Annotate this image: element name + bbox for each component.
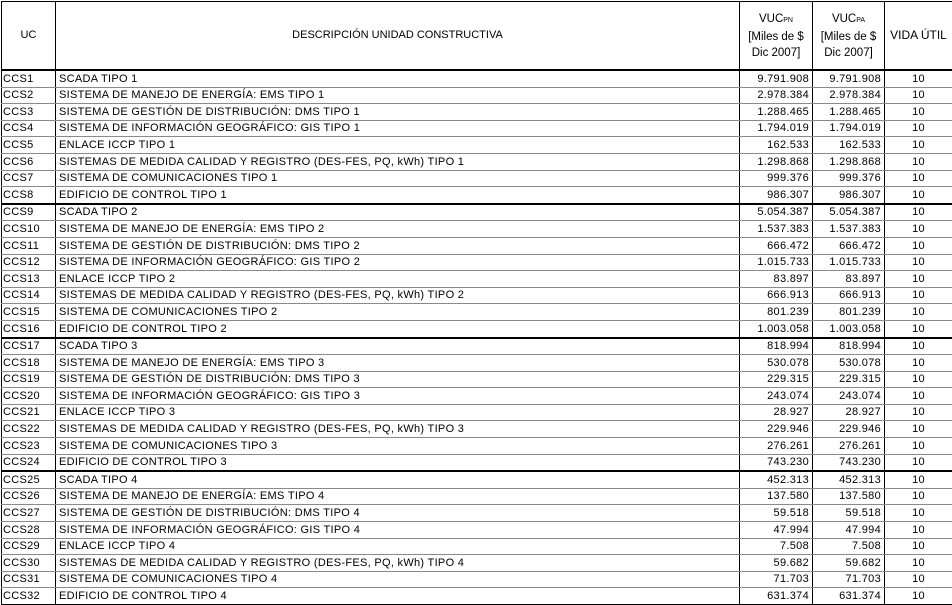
header-vuc-pa-sub: PA [856, 17, 865, 24]
vuc-pa-cell: 83.897 [813, 271, 885, 288]
uc-cell: CCS32 [2, 588, 56, 605]
vuc-pn-cell: 59.518 [740, 505, 813, 522]
table-row [2, 488, 952, 505]
uc-cell: CCS29 [2, 538, 56, 555]
vuc-pn-cell: 137.580 [740, 488, 813, 505]
vuc-pa-cell: 631.374 [813, 588, 885, 605]
vida-util-cell: 10 [885, 137, 952, 154]
vida-util-cell: 10 [885, 538, 952, 555]
description-cell: SISTEMA DE COMUNICACIONES TIPO 2 [56, 304, 740, 321]
description-cell: SISTEMA DE GESTIÓN DE DISTRIBUCIÓN: DMS TIPO 3 [56, 371, 740, 388]
description-cell: SISTEMA DE COMUNICACIONES TIPO 1 [56, 170, 740, 187]
uc-cell: CCS12 [2, 254, 56, 271]
description-cell: SISTEMA DE COMUNICACIONES TIPO 3 [56, 438, 740, 455]
uc-cell: CCS1 [2, 70, 56, 87]
vuc-pa-cell: 243.074 [813, 388, 885, 405]
vida-util-cell: 10 [885, 271, 952, 288]
description-cell: SISTEMAS DE MEDIDA CALIDAD Y REGISTRO (DES-FES, PQ, kWh) TIPO 2 [56, 287, 740, 304]
uc-cell: CCS7 [2, 170, 56, 187]
header-row [2, 2, 952, 71]
vuc-pn-cell: 59.682 [740, 555, 813, 572]
vuc-pn-cell: 5.054.387 [740, 204, 813, 221]
vuc-pa-cell: 1.298.868 [813, 153, 885, 170]
vuc-pn-cell: 1.003.058 [740, 320, 813, 337]
vuc-pn-cell: 452.313 [740, 471, 813, 488]
vuc-pa-cell: 59.682 [813, 555, 885, 572]
vuc-pa-cell: 47.994 [813, 522, 885, 539]
table-row [2, 438, 952, 455]
table-row [2, 104, 952, 121]
table-row [2, 153, 952, 170]
table-row [2, 555, 952, 572]
description-cell: SCADA TIPO 4 [56, 471, 740, 488]
vida-util-cell: 10 [885, 404, 952, 421]
description-cell: EDIFICIO DE CONTROL TIPO 3 [56, 454, 740, 471]
unit-cost-table [1, 1, 952, 605]
header-description: DESCRIPCIÓN UNIDAD CONSTRUCTIVA [56, 2, 740, 71]
uc-cell: CCS23 [2, 438, 56, 455]
table-row [2, 355, 952, 372]
vuc-pa-cell: 666.472 [813, 237, 885, 254]
vuc-pn-cell: 276.261 [740, 438, 813, 455]
vuc-pa-cell: 452.313 [813, 471, 885, 488]
vuc-pn-cell: 229.946 [740, 421, 813, 438]
table-header [2, 2, 952, 71]
vida-util-cell: 10 [885, 254, 952, 271]
vuc-pa-cell: 1.288.465 [813, 104, 885, 121]
table-row [2, 505, 952, 522]
table-row [2, 538, 952, 555]
table-body [2, 70, 952, 605]
vida-util-cell: 10 [885, 221, 952, 238]
description-cell: SISTEMA DE INFORMACIÓN GEOGRÁFICO: GIS TIPO 1 [56, 120, 740, 137]
table-row [2, 304, 952, 321]
vuc-pn-cell: 818.994 [740, 338, 813, 355]
vuc-pa-cell: 666.913 [813, 287, 885, 304]
uc-cell: CCS2 [2, 87, 56, 104]
uc-cell: CCS6 [2, 153, 56, 170]
description-cell: SISTEMA DE COMUNICACIONES TIPO 4 [56, 571, 740, 588]
table-row [2, 471, 952, 488]
header-vida-util: VIDA ÚTIL [885, 2, 952, 71]
table-row [2, 70, 952, 87]
vida-util-cell: 10 [885, 438, 952, 455]
vida-util-cell: 10 [885, 187, 952, 204]
description-cell: SCADA TIPO 1 [56, 70, 740, 87]
vuc-pn-cell: 999.376 [740, 170, 813, 187]
uc-cell: CCS26 [2, 488, 56, 505]
vida-util-cell: 10 [885, 505, 952, 522]
table-row [2, 120, 952, 137]
vida-util-cell: 10 [885, 588, 952, 605]
vuc-pa-cell: 9.791.908 [813, 70, 885, 87]
uc-cell: CCS24 [2, 454, 56, 471]
header-vuc-pn [740, 2, 813, 71]
vida-util-cell: 10 [885, 170, 952, 187]
vuc-pn-cell: 666.472 [740, 237, 813, 254]
vida-util-cell: 10 [885, 237, 952, 254]
vuc-pn-cell: 1.298.868 [740, 153, 813, 170]
uc-cell: CCS8 [2, 187, 56, 204]
uc-cell: CCS3 [2, 104, 56, 121]
table-row [2, 287, 952, 304]
description-cell: EDIFICIO DE CONTROL TIPO 2 [56, 320, 740, 337]
vida-util-cell: 10 [885, 371, 952, 388]
vida-util-cell: 10 [885, 338, 952, 355]
vida-util-cell: 10 [885, 204, 952, 221]
vuc-pa-cell: 1.794.019 [813, 120, 885, 137]
table-row [2, 170, 952, 187]
vida-util-cell: 10 [885, 488, 952, 505]
table-row [2, 87, 952, 104]
vida-util-cell: 10 [885, 388, 952, 405]
description-cell: SISTEMA DE GESTIÓN DE DISTRIBUCIÓN: DMS TIPO 1 [56, 104, 740, 121]
vuc-pn-cell: 243.074 [740, 388, 813, 405]
uc-cell: CCS16 [2, 320, 56, 337]
vuc-pn-cell: 71.703 [740, 571, 813, 588]
vida-util-cell: 10 [885, 287, 952, 304]
table-row [2, 271, 952, 288]
vida-util-cell: 10 [885, 522, 952, 539]
vuc-pn-cell: 7.508 [740, 538, 813, 555]
description-cell: SISTEMA DE INFORMACIÓN GEOGRÁFICO: GIS TIPO 2 [56, 254, 740, 271]
header-vuc-pn-label: VUC [759, 13, 783, 25]
uc-cell: CCS30 [2, 555, 56, 572]
vuc-pa-cell: 162.533 [813, 137, 885, 154]
uc-cell: CCS11 [2, 237, 56, 254]
description-cell: ENLACE ICCP TIPO 1 [56, 137, 740, 154]
vuc-pn-cell: 9.791.908 [740, 70, 813, 87]
uc-cell: CCS18 [2, 355, 56, 372]
description-cell: SISTEMAS DE MEDIDA CALIDAD Y REGISTRO (DES-FES, PQ, kWh) TIPO 3 [56, 421, 740, 438]
vuc-pn-cell: 530.078 [740, 355, 813, 372]
vuc-pa-cell: 229.315 [813, 371, 885, 388]
vuc-pn-cell: 2.978.384 [740, 87, 813, 104]
description-cell: SISTEMAS DE MEDIDA CALIDAD Y REGISTRO (DES-FES, PQ, kWh) TIPO 4 [56, 555, 740, 572]
vida-util-cell: 10 [885, 421, 952, 438]
header-vuc-pa-units-1: [Miles de $ [821, 31, 877, 43]
header-vuc-pa [813, 2, 885, 71]
table-row [2, 237, 952, 254]
vuc-pn-cell: 1.537.383 [740, 221, 813, 238]
description-cell: SISTEMA DE GESTIÓN DE DISTRIBUCIÓN: DMS TIPO 4 [56, 505, 740, 522]
vida-util-cell: 10 [885, 454, 952, 471]
vida-util-cell: 10 [885, 304, 952, 321]
vuc-pa-cell: 137.580 [813, 488, 885, 505]
description-cell: SISTEMA DE MANEJO DE ENERGÍA: EMS TIPO 2 [56, 221, 740, 238]
vuc-pn-cell: 83.897 [740, 271, 813, 288]
vuc-pn-cell: 801.239 [740, 304, 813, 321]
uc-cell: CCS22 [2, 421, 56, 438]
description-cell: SISTEMA DE MANEJO DE ENERGÍA: EMS TIPO 3 [56, 355, 740, 372]
vida-util-cell: 10 [885, 104, 952, 121]
header-uc: UC [2, 2, 56, 71]
uc-cell: CCS20 [2, 388, 56, 405]
vuc-pa-cell: 999.376 [813, 170, 885, 187]
vida-util-cell: 10 [885, 471, 952, 488]
uc-cell: CCS25 [2, 471, 56, 488]
vuc-pa-cell: 28.927 [813, 404, 885, 421]
vuc-pa-cell: 71.703 [813, 571, 885, 588]
uc-cell: CCS19 [2, 371, 56, 388]
vuc-pa-cell: 986.307 [813, 187, 885, 204]
vuc-pa-cell: 2.978.384 [813, 87, 885, 104]
uc-cell: CCS27 [2, 505, 56, 522]
vida-util-cell: 10 [885, 355, 952, 372]
table-row [2, 454, 952, 471]
vuc-pa-cell: 801.239 [813, 304, 885, 321]
vuc-pn-cell: 986.307 [740, 187, 813, 204]
description-cell: SCADA TIPO 3 [56, 338, 740, 355]
vuc-pn-cell: 1.288.465 [740, 104, 813, 121]
uc-cell: CCS9 [2, 204, 56, 221]
table-row [2, 187, 952, 204]
header-vuc-pn-units-2: Dic 2007] [752, 47, 801, 59]
vida-util-cell: 10 [885, 153, 952, 170]
vuc-pn-cell: 229.315 [740, 371, 813, 388]
vuc-pn-cell: 162.533 [740, 137, 813, 154]
description-cell: EDIFICIO DE CONTROL TIPO 1 [56, 187, 740, 204]
table-row [2, 388, 952, 405]
vuc-pa-cell: 229.946 [813, 421, 885, 438]
uc-cell: CCS5 [2, 137, 56, 154]
vuc-pn-cell: 631.374 [740, 588, 813, 605]
vuc-pa-cell: 1.003.058 [813, 320, 885, 337]
table-row [2, 221, 952, 238]
vuc-pa-cell: 530.078 [813, 355, 885, 372]
vida-util-cell: 10 [885, 120, 952, 137]
table-row [2, 338, 952, 355]
description-cell: SISTEMA DE INFORMACIÓN GEOGRÁFICO: GIS TIPO 3 [56, 388, 740, 405]
table-row [2, 137, 952, 154]
description-cell: SISTEMA DE INFORMACIÓN GEOGRÁFICO: GIS TIPO 4 [56, 522, 740, 539]
table-row [2, 571, 952, 588]
description-cell: SISTEMA DE GESTIÓN DE DISTRIBUCIÓN: DMS TIPO 2 [56, 237, 740, 254]
description-cell: SISTEMA DE MANEJO DE ENERGÍA: EMS TIPO 1 [56, 87, 740, 104]
header-vuc-pa-units-2: Dic 2007] [824, 47, 873, 59]
uc-cell: CCS28 [2, 522, 56, 539]
vuc-pa-cell: 743.230 [813, 454, 885, 471]
vida-util-cell: 10 [885, 555, 952, 572]
vuc-pa-cell: 818.994 [813, 338, 885, 355]
uc-cell: CCS15 [2, 304, 56, 321]
uc-cell: CCS13 [2, 271, 56, 288]
vuc-pn-cell: 28.927 [740, 404, 813, 421]
vuc-pn-cell: 666.913 [740, 287, 813, 304]
uc-cell: CCS14 [2, 287, 56, 304]
table-row [2, 371, 952, 388]
vuc-pa-cell: 1.015.733 [813, 254, 885, 271]
uc-cell: CCS21 [2, 404, 56, 421]
header-vuc-pn-units-1: [Miles de $ [748, 31, 804, 43]
header-vuc-pa-label: VUC [832, 13, 856, 25]
description-cell: SCADA TIPO 2 [56, 204, 740, 221]
header-vuc-pn-sub: PN [783, 17, 793, 24]
vida-util-cell: 10 [885, 87, 952, 104]
description-cell: ENLACE ICCP TIPO 4 [56, 538, 740, 555]
table-row [2, 404, 952, 421]
vuc-pn-cell: 1.015.733 [740, 254, 813, 271]
table-row [2, 421, 952, 438]
vuc-pa-cell: 5.054.387 [813, 204, 885, 221]
vuc-pa-cell: 7.508 [813, 538, 885, 555]
vuc-pn-cell: 743.230 [740, 454, 813, 471]
table-row [2, 588, 952, 605]
table-row [2, 254, 952, 271]
uc-cell: CCS10 [2, 221, 56, 238]
description-cell: ENLACE ICCP TIPO 3 [56, 404, 740, 421]
description-cell: ENLACE ICCP TIPO 2 [56, 271, 740, 288]
table-row [2, 522, 952, 539]
vuc-pn-cell: 47.994 [740, 522, 813, 539]
description-cell: SISTEMA DE MANEJO DE ENERGÍA: EMS TIPO 4 [56, 488, 740, 505]
vida-util-cell: 10 [885, 320, 952, 337]
description-cell: EDIFICIO DE CONTROL TIPO 4 [56, 588, 740, 605]
table-row [2, 204, 952, 221]
vida-util-cell: 10 [885, 571, 952, 588]
uc-cell: CCS31 [2, 571, 56, 588]
vuc-pn-cell: 1.794.019 [740, 120, 813, 137]
description-cell: SISTEMAS DE MEDIDA CALIDAD Y REGISTRO (DES-FES, PQ, kWh) TIPO 1 [56, 153, 740, 170]
uc-cell: CCS4 [2, 120, 56, 137]
uc-cell: CCS17 [2, 338, 56, 355]
vuc-pa-cell: 276.261 [813, 438, 885, 455]
vuc-pa-cell: 1.537.383 [813, 221, 885, 238]
vuc-pa-cell: 59.518 [813, 505, 885, 522]
table-row [2, 320, 952, 337]
vida-util-cell: 10 [885, 70, 952, 87]
